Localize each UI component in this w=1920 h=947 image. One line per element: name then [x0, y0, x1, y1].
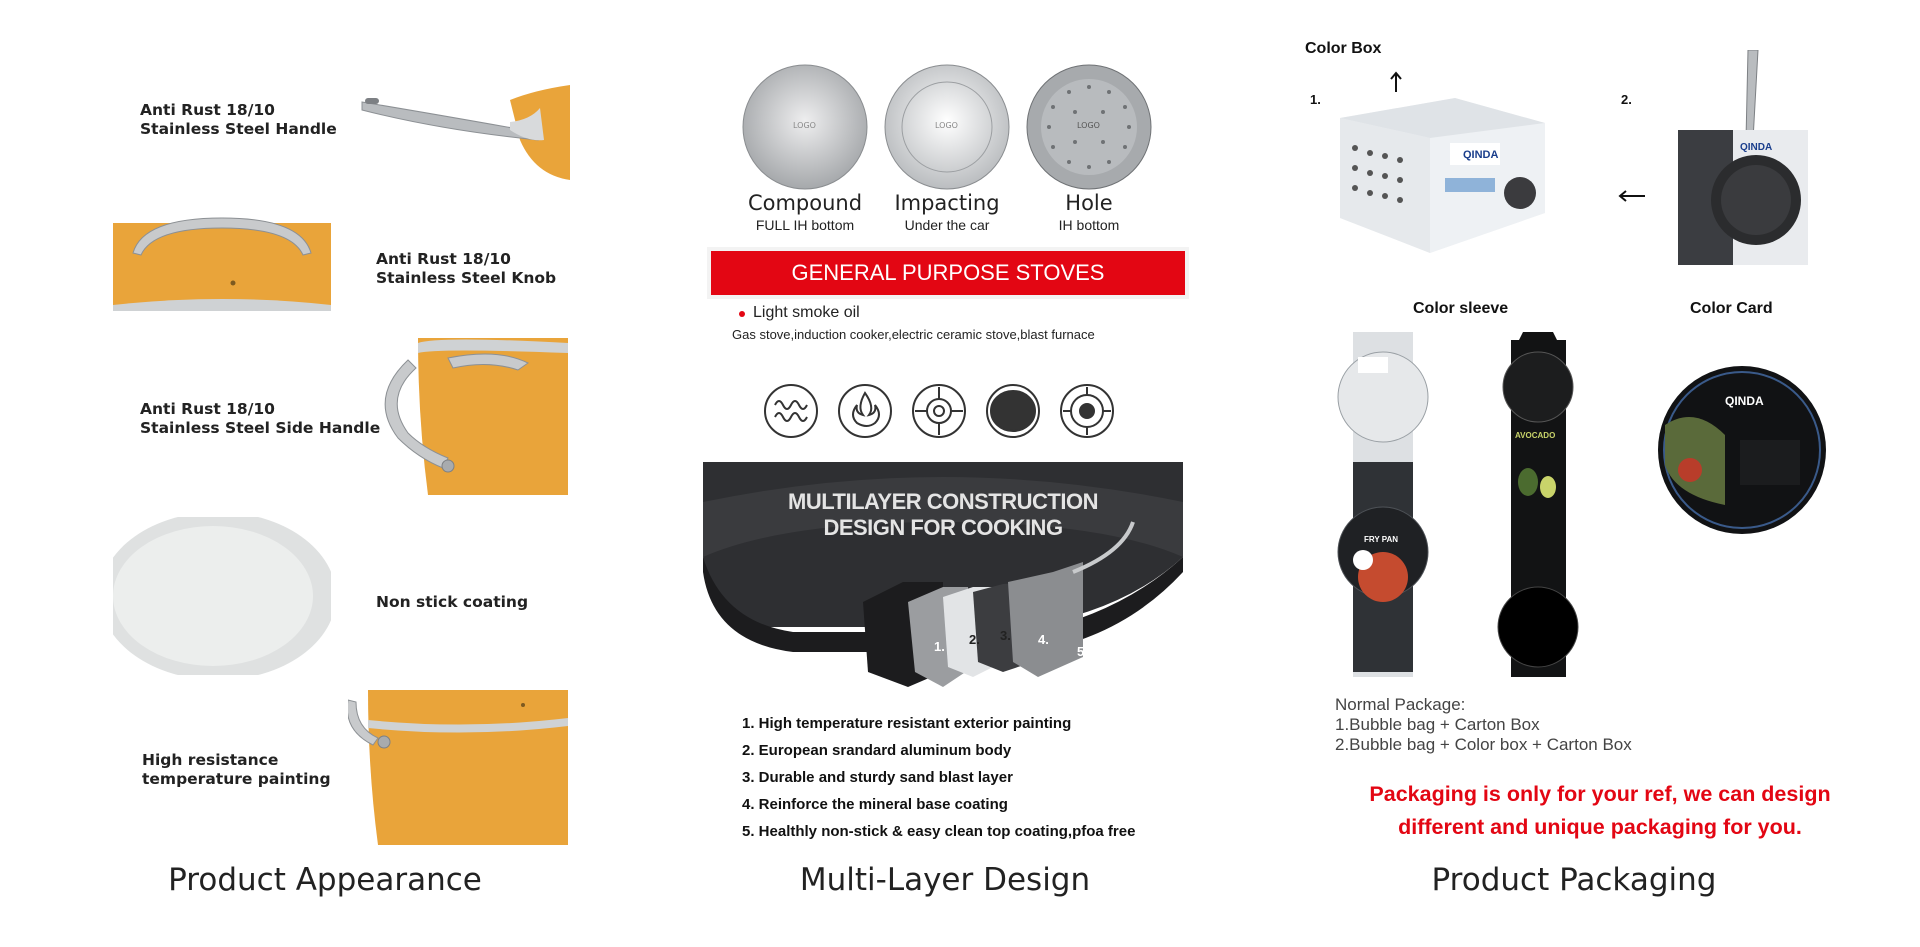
card-brand: QINDA — [1725, 394, 1764, 408]
handle-image — [360, 80, 570, 180]
box-brand: QINDA — [1463, 149, 1499, 161]
bottom-sub-hole: IH bottom — [1058, 217, 1120, 233]
appearance-title: Product Appearance — [168, 862, 482, 898]
color-box-num-2: 2. — [1621, 92, 1632, 107]
bottom-sub-impacting: Under the car — [904, 217, 990, 233]
normal-package-title: Normal Package: — [1335, 695, 1466, 714]
bottom-sub-compound: FULL IH bottom — [755, 217, 855, 233]
lid-knob-image — [113, 213, 331, 311]
layer-4: 4. — [1038, 632, 1049, 647]
color-box-num-1: 1. — [1310, 92, 1321, 107]
side-handle-label: Anti Rust 18/10 Stainless Steel Side Handle — [140, 400, 381, 437]
color-card-image — [1655, 365, 1830, 535]
bottom-name-hole: Hole — [1065, 191, 1113, 215]
stoves-types: Gas stove,induction cooker,electric ceramic stove,blast furnace — [732, 327, 1095, 342]
sleeve-grey-image — [1333, 332, 1433, 677]
stove-icons — [763, 383, 1123, 439]
packaging-title: Product Packaging — [1431, 862, 1717, 898]
side-handle-image — [378, 338, 568, 495]
logo-mark-2: LOGO — [935, 121, 958, 130]
coating-label: Non stick coating — [376, 593, 529, 611]
normal-package-2: 2.Bubble bag + Color box + Carton Box — [1335, 735, 1632, 754]
bottom-name-impacting: Impacting — [894, 191, 1000, 215]
avocado-label: AVOCADO — [1515, 431, 1556, 440]
bottom-name-compound: Compound — [747, 191, 863, 215]
fry-pan-box-image — [1678, 50, 1813, 270]
stoves-banner: GENERAL PURPOSE STOVES — [707, 247, 1189, 299]
painting-image — [348, 690, 568, 845]
handle-label: Anti Rust 18/10 Stainless Steel Handle — [140, 101, 337, 138]
nonstick-coating-image — [113, 517, 331, 675]
color-box-image — [1335, 78, 1550, 253]
painting-label: High resistance temperature painting — [142, 751, 331, 788]
multilayer-title: Multi-Layer Design — [799, 862, 1091, 898]
stoves-bullet: Light smoke oil — [753, 304, 860, 321]
feature-item-3: 3. Durable and sturdy sand blast layer — [742, 769, 1013, 786]
color-sleeve-title: Color sleeve — [1413, 300, 1509, 317]
left-arrow-icon — [1617, 189, 1647, 203]
color-box-title: Color Box — [1305, 40, 1382, 57]
normal-package-1: 1.Bubble bag + Carton Box — [1335, 715, 1540, 734]
layer-1: 1. — [934, 639, 945, 654]
logo-mark-3: LOGO — [1077, 121, 1100, 130]
color-card-title: Color Card — [1690, 300, 1773, 317]
layer-5: 5. — [1077, 644, 1088, 659]
packaging-note-1: Packaging is only for your ref, we can design — [1369, 782, 1831, 806]
sleeve-black-image — [1493, 332, 1583, 677]
logo-mark-1: LOGO — [793, 121, 816, 130]
layer-2: 2. — [969, 632, 980, 647]
bullet-dot — [739, 311, 745, 317]
feature-item-2: 2. European srandard aluminum body — [742, 742, 1012, 759]
box2-brand: QINDA — [1740, 142, 1773, 153]
fry-pan-label: FRY PAN — [1364, 535, 1399, 544]
layer-3: 3. — [1000, 628, 1011, 643]
feature-item-4: 4. Reinforce the mineral base coating — [742, 796, 1008, 813]
feature-item-1: 1. High temperature resistant exterior painting — [742, 715, 1072, 732]
knob-label: Anti Rust 18/10 Stainless Steel Knob — [376, 250, 557, 287]
feature-item-5: 5. Healthly non-stick & easy clean top coating,pfoa free — [742, 823, 1136, 840]
packaging-note-2: different and unique packaging for you. — [1398, 815, 1802, 839]
construction-heading: MULTILAYER CONSTRUCTION DESIGN FOR COOKING — [788, 489, 1098, 540]
